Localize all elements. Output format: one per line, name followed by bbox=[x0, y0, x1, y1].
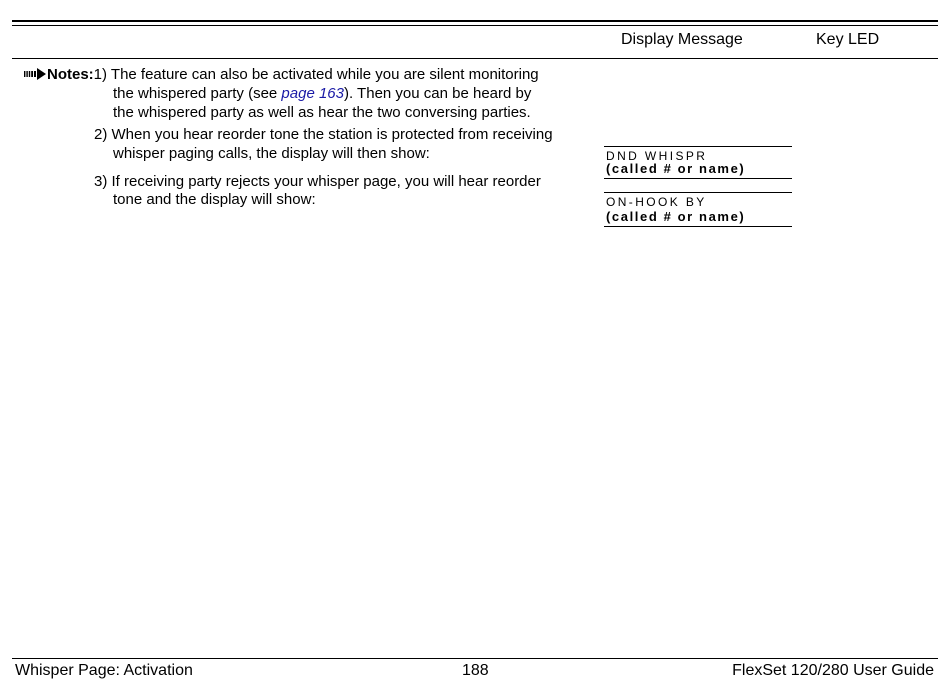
note-2-line-2: whisper paging calls, the display will then show: bbox=[113, 145, 430, 162]
page-number: 188 bbox=[462, 662, 489, 679]
display-line-1: ON-HOOK BY bbox=[606, 195, 707, 209]
note-1-line-2 bbox=[113, 84, 531, 103]
note-1-line-2-after: ). Then you can be heard by bbox=[344, 85, 532, 102]
note-1-line-3: the whispered party as well as hear the two conversing parties. bbox=[113, 104, 531, 121]
arrow-right-icon bbox=[24, 67, 46, 81]
note-1-line-1 bbox=[47, 65, 539, 84]
column-header-display-message: Display Message bbox=[621, 31, 743, 48]
top-rule-thin bbox=[12, 25, 938, 26]
display-message-on-hook-by bbox=[604, 192, 792, 227]
note-3-line-1: 3) If receiving party rejects your whisper page, you will hear reorder bbox=[94, 173, 541, 190]
top-rule-thick bbox=[12, 20, 938, 22]
footer-rule bbox=[12, 658, 938, 659]
display-line-2: (called # or name) bbox=[606, 161, 746, 176]
note-2-line-1: 2) When you hear reorder tone the station is protected from receiving bbox=[94, 126, 553, 143]
note-1-line-2-before: the whispered party (see bbox=[113, 85, 282, 102]
header-rule bbox=[12, 58, 938, 59]
page-163-link[interactable]: page 163 bbox=[281, 85, 344, 102]
display-line-2: (called # or name) bbox=[606, 209, 746, 224]
column-header-key-led: Key LED bbox=[816, 31, 880, 48]
notes-label: Notes: bbox=[47, 66, 94, 83]
note-1-text: 1) The feature can also be activated while you are silent monitoring bbox=[93, 66, 539, 83]
display-message-dnd-whispr bbox=[604, 146, 792, 179]
footer-guide-title: FlexSet 120/280 User Guide bbox=[732, 662, 934, 679]
note-3-line-2: tone and the display will show: bbox=[113, 191, 316, 208]
footer-section-title: Whisper Page: Activation bbox=[15, 662, 193, 679]
display-line-1: DND WHISPR bbox=[606, 149, 708, 163]
